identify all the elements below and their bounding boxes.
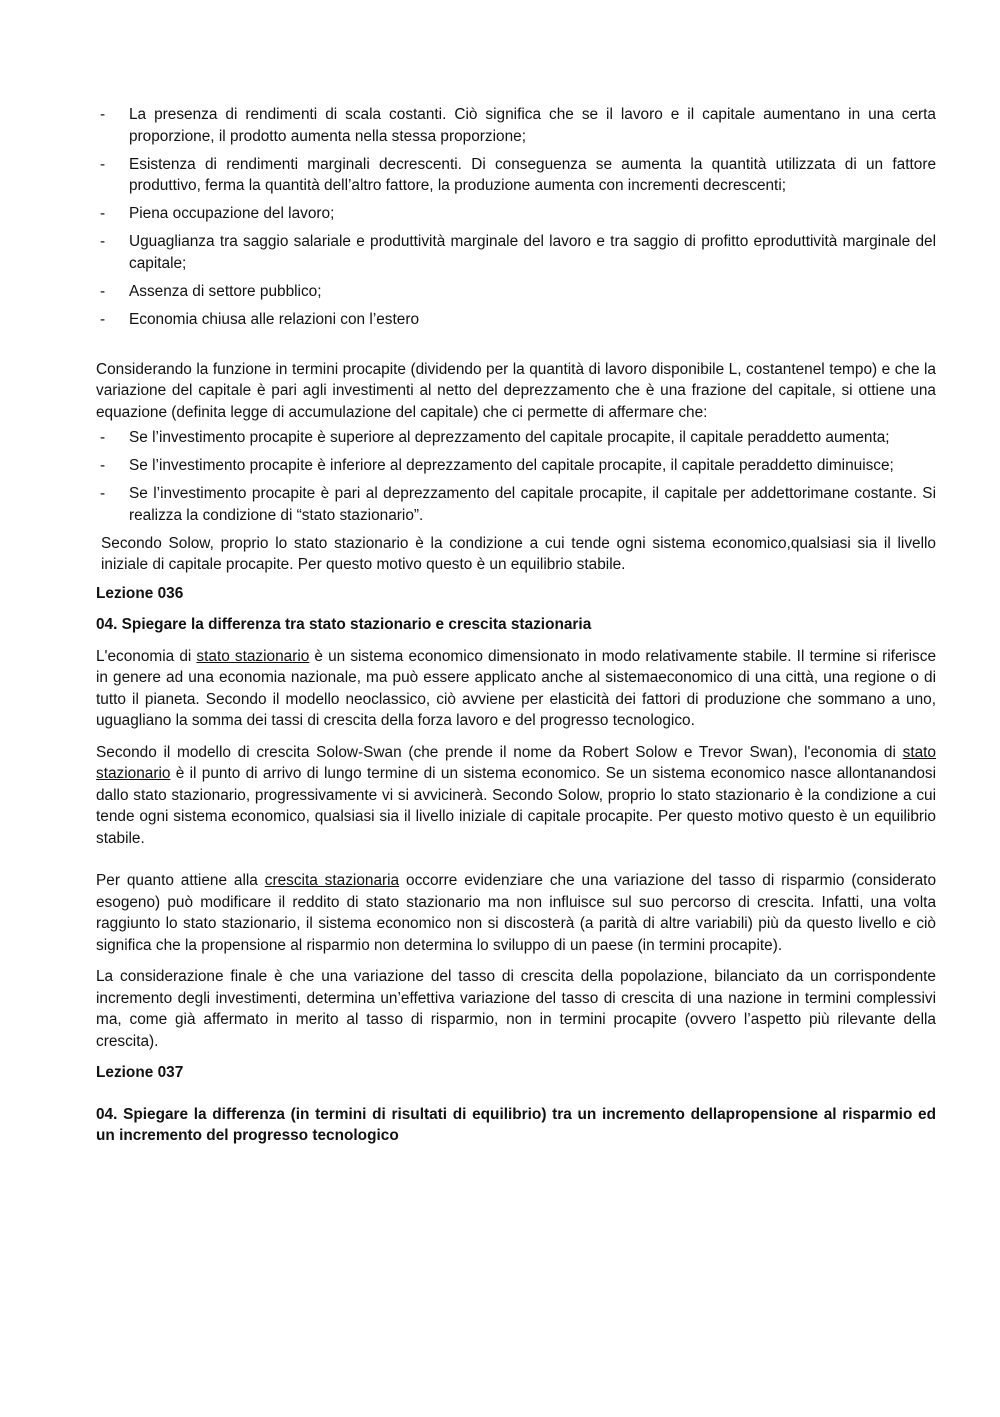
paragraph-solow-swan [96, 742, 936, 850]
spacer [96, 856, 936, 870]
list-item: - Se l’investimento procapite è superiore al deprezzamento del capitale procapite, il capitale peraddetto aumenta; [96, 427, 936, 449]
list-item: - Uguaglianza tra saggio salariale e produttività marginale del lavoro e tra saggio di profitto eproduttività marginale del capitale; [96, 231, 936, 274]
lesson-heading-036: Lezione 036 [96, 584, 184, 602]
term-stato-stazionario: stato stazionario [196, 647, 310, 665]
list-item: - Se l’investimento procapite è pari al deprezzamento del capitale procapite, il capitale per addettorimane costante. Si realizza la condizione di “stato stazionario”. [96, 483, 936, 526]
text-span: L'economia di [96, 647, 197, 665]
list-item: - Assenza di settore pubblico; [96, 281, 936, 303]
question-036: 04. Spiegare la differenza tra stato stazionario e crescita stazionaria [96, 616, 592, 633]
term-stato-stazionario: stato stazionario [96, 743, 936, 782]
conditions-list [96, 427, 936, 526]
paragraph-finale: La considerazione finale è che una variazione del tasso di crescita della popolazione, bilanciato da un corrispondente incremento degli investimenti, determina un’effettiva variazione del tasso di crescita di una nazione in termini complessivi ma, come già affermato in merito al tasso di risparmio, non in termini procapite (ovvero l’aspetto più rilevante della crescita). [96, 968, 936, 1050]
paragraph-solow: Secondo Solow, proprio lo stato stazionario è la condizione a cui tende ogni sistema economico,qualsiasi sia il livello iniziale di capitale procapite. Per questo motivo questo è un equilibrio stabile. [101, 534, 936, 573]
paragraph-economia [96, 646, 936, 732]
list-item: - Economia chiusa alle relazioni con l’estero [96, 309, 936, 331]
paragraph-crescita [96, 870, 936, 956]
text-span: è un sistema economico dimensionato in modo relativamente stabile. Il termine si riferisce in genere ad una economia nazionale, ma può essere applicato anche al sistemaeconomico di una città, una regione o di tutto il pianeta. Secondo il modello neoclassico, ciò avviene per elasticità dei fattori di produzione che sommano a uno, uguagliano la somma dei tassi di crescita della forza lavoro e del progresso tecnologico. [96, 647, 936, 729]
list-item: - Piena occupazione del lavoro; [96, 203, 936, 225]
spacer [96, 337, 936, 359]
list-item: - La presenza di rendimenti di scala costanti. Ciò significa che se il lavoro e il capitale aumentano in una certa proporzione, il prodotto aumenta nella stessa proporzione; [96, 104, 936, 147]
text-span: è il punto di arrivo di lungo termine di un sistema economico. Se un sistema economico nasce allontanandosi dallo stato stazionario, progressivamente vi si avvicinerà. Secondo Solow, proprio lo stato stazionario è la condizione a cui tende ogni sistema economico, qualsiasi sia il livello iniziale di capitale procapite. Per questo motivo questo è un equilibrio stabile. [96, 765, 936, 847]
question-037: 04. Spiegare la differenza (in termini di risultati di equilibrio) tra un incremento dellapropensione al risparmio ed un incremento del progresso tecnologico [96, 1105, 936, 1144]
term-crescita-stazionaria: crescita stazionaria [264, 872, 400, 889]
text-span: Per quanto attiene alla [96, 872, 265, 889]
assumptions-list [96, 104, 936, 330]
lesson-heading-037: Lezione 037 [96, 1064, 184, 1081]
paragraph-considerando: Considerando la funzione in termini procapite (dividendo per la quantità di lavoro disponibile L, costantenel tempo) e che la variazione del capitale è pari agli investimenti al netto del deprezzamento che è una frazione del capitale, si ottiene una equazione (definita legge di accumulazione del capitale) che ci permette di affermare che: [96, 360, 936, 421]
list-item: - Se l’investimento procapite è inferiore al deprezzamento del capitale procapite, il capitale peraddetto diminuisce; [96, 455, 936, 477]
text-span: occorre evidenziare che una variazione del tasso di risparmio (considerato esogeno) può modificare il reddito di stato stazionario ma non influisce sul suo percorso di crescita. Infatti, una volta raggiunto lo stato stazionario, il sistema economico non si discosterà (a parità di altre variabili) più da questo livello e ciò significa che la propensione al risparmio non determina lo sviluppo di un paese (in termini procapite). [96, 872, 937, 954]
text-span: Secondo il modello di crescita Solow-Swan (che prende il nome da Robert Solow e Trevor Swan), l'economia di [96, 743, 903, 761]
list-item: - Esistenza di rendimenti marginali decrescenti. Di conseguenza se aumenta la quantità utilizzata di un fattore produttivo, ferma la quantità dell’altro fattore, la produzione aumenta con incrementi decrescenti; [96, 154, 936, 197]
